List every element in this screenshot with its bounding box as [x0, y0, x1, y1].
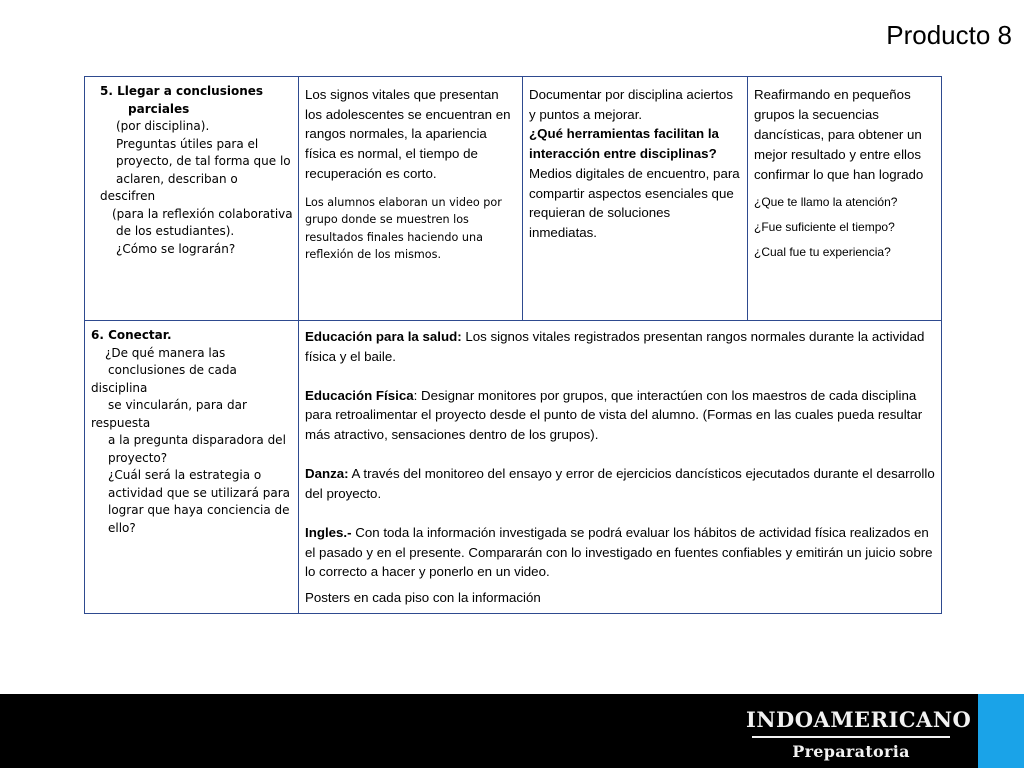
discipline-text: Los signos vitales registrados presentan rangos normales durante la actividad física y el baile. — [305, 329, 925, 364]
documentation-text: Documentar por disciplina aciertos y puntos a mejorar. — [529, 87, 733, 122]
digital-media-text: Medios digitales de encuentro, para compartir aspectos esenciales que requieran de soluciones inmediatas. — [529, 165, 740, 240]
stage-line: conclusiones de cada disciplina — [91, 363, 237, 395]
stage-line: de los estudiantes). — [116, 224, 235, 238]
documentation-cell — [523, 77, 748, 321]
reflection-question: ¿Cual fue tu experiencia? — [754, 245, 891, 259]
planning-table — [84, 76, 942, 614]
discipline-paragraph — [305, 464, 935, 503]
stage-line: aclaren, describan o descifren — [100, 171, 238, 203]
table-row — [85, 77, 942, 321]
stage-heading: 5. Llegar a conclusiones parciales — [100, 84, 264, 116]
stage-line: se vincularán, para dar respuesta — [91, 398, 247, 430]
stage-cell-conclusions — [85, 77, 299, 321]
stage-line: lograr que haya conciencia de — [108, 503, 290, 517]
discipline-paragraph — [305, 327, 935, 366]
tools-question: ¿Qué herramientas facilitan la interacción entre disciplinas? — [529, 126, 719, 162]
discipline-text: A través del monitoreo del ensayo y error de ejercicios dancísticos ejecutados durante el desarrollo del proyecto. — [305, 466, 935, 501]
brand-name: INDOAMERICANO — [746, 707, 972, 732]
stage-line: ¿Cómo se lograrán? — [116, 241, 236, 256]
discipline-label: Educación para la salud: — [305, 329, 462, 344]
discipline-label: Danza: — [305, 466, 349, 482]
table-row — [85, 321, 942, 614]
discipline-label: Ingles.- — [305, 524, 352, 540]
stage-line: actividad que se utilizará para — [108, 485, 291, 500]
brand-logo — [746, 707, 972, 761]
posters-note — [305, 588, 935, 608]
reflection-question: ¿Fue suficiente el tiempo? — [754, 220, 895, 234]
stage-cell-connect — [85, 321, 299, 614]
stage-line: proyecto, de tal forma que lo — [116, 154, 291, 168]
health-results-text: Los signos vitales que presentan los adolescentes se encuentran en rangos normales, la apariencia física es normal, el tiempo de recuperación es corto. — [305, 87, 511, 181]
discipline-text: : Designar monitores por grupos, que interactúen con los maestros de cada disciplina para retroalimentar el proyecto desde el punto de vista del alumno. (Formas en las cuales pueda resultar más atractivo, sensaciones dentro de los grupos). — [305, 387, 923, 442]
stage-line: (por disciplina). — [116, 119, 210, 133]
health-results-cell — [299, 77, 523, 321]
stage-line: (para la reflexión colaborativa — [112, 206, 293, 221]
stage-line: ¿De qué manera las — [105, 345, 226, 360]
discipline-summary-cell — [299, 321, 942, 614]
slide-title: Producto 8 — [886, 20, 1012, 50]
discipline-label: Educación Física — [305, 387, 414, 403]
stage-line: ¿Cuál será la estrategia o — [108, 468, 262, 482]
discipline-text: Con toda la información investigada se podrá evaluar los hábitos de actividad física realizados en el pasado y en el presente. Compararán con lo investigado en fuentes confiables y emitirán un juicio sobre lo correcto a hacer y ponerlo en un video. — [305, 524, 933, 580]
stage-line: ello? — [108, 520, 136, 535]
footer-accent — [978, 694, 1024, 768]
discipline-paragraph — [305, 386, 935, 445]
video-note: Los alumnos elaboran un video por grupo donde se muestren los resultados finales haciendo una reflexión de los mismos. — [305, 195, 502, 262]
stage-line: a la pregunta disparadora del — [108, 433, 286, 447]
dance-text: Reafirmando en pequeños grupos la secuencias dancísticas, para obtener un mejor resultado y entre ellos confirmar lo que han logrado — [754, 87, 924, 182]
dance-cell — [748, 77, 942, 321]
stage-line: proyecto? — [108, 450, 168, 465]
stage-line: Preguntas útiles para el — [116, 136, 259, 151]
posters-text: Posters en cada piso con la información — [305, 589, 541, 605]
discipline-paragraph — [305, 523, 935, 582]
brand-divider — [752, 736, 950, 738]
stage-heading: 6. Conectar. — [91, 328, 172, 342]
brand-subtitle: Preparatoria — [792, 742, 910, 761]
reflection-question: ¿Que te llamo la atención? — [754, 195, 898, 209]
